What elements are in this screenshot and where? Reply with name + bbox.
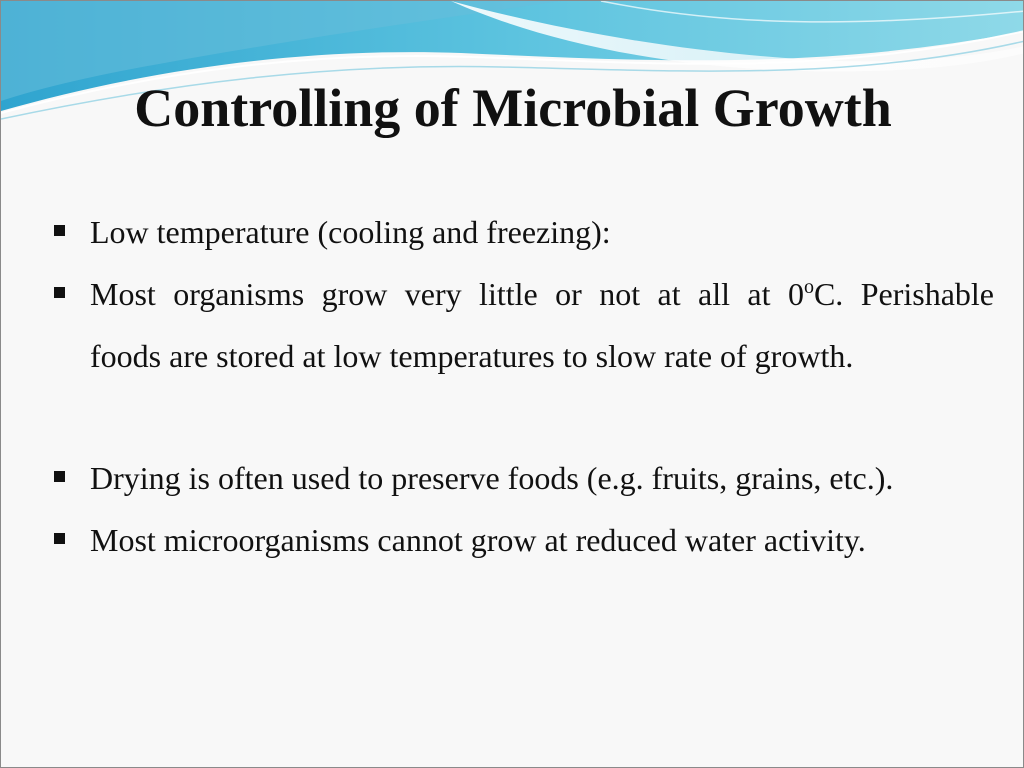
bullet-text: Drying is often used to preserve foods (e.g. fruits, grains, etc.).	[90, 460, 894, 496]
square-bullet-icon	[54, 533, 65, 544]
bullet-text-part: C. Perishable	[813, 276, 995, 312]
bullet-item	[90, 201, 994, 263]
bullet-item	[90, 447, 994, 509]
bullet-text-line-2: foods are stored at low temperatures to slow rate of growth.	[90, 338, 854, 374]
bullet-text: Low temperature (cooling and freezing):	[90, 214, 611, 250]
square-bullet-icon	[54, 287, 65, 298]
bullet-text: Most microorganisms cannot grow at reduced water activity.	[90, 522, 866, 558]
bullet-item	[90, 263, 994, 387]
degree-superscript: o	[803, 276, 814, 298]
bullet-item	[90, 509, 994, 571]
square-bullet-icon	[54, 471, 65, 482]
slide-title: Controlling of Microbial Growth	[134, 78, 892, 138]
bullet-text-part: Most organisms grow very little or not at all at 0	[90, 276, 804, 312]
bullet-text-line-1	[90, 263, 994, 325]
square-bullet-icon	[54, 225, 65, 236]
